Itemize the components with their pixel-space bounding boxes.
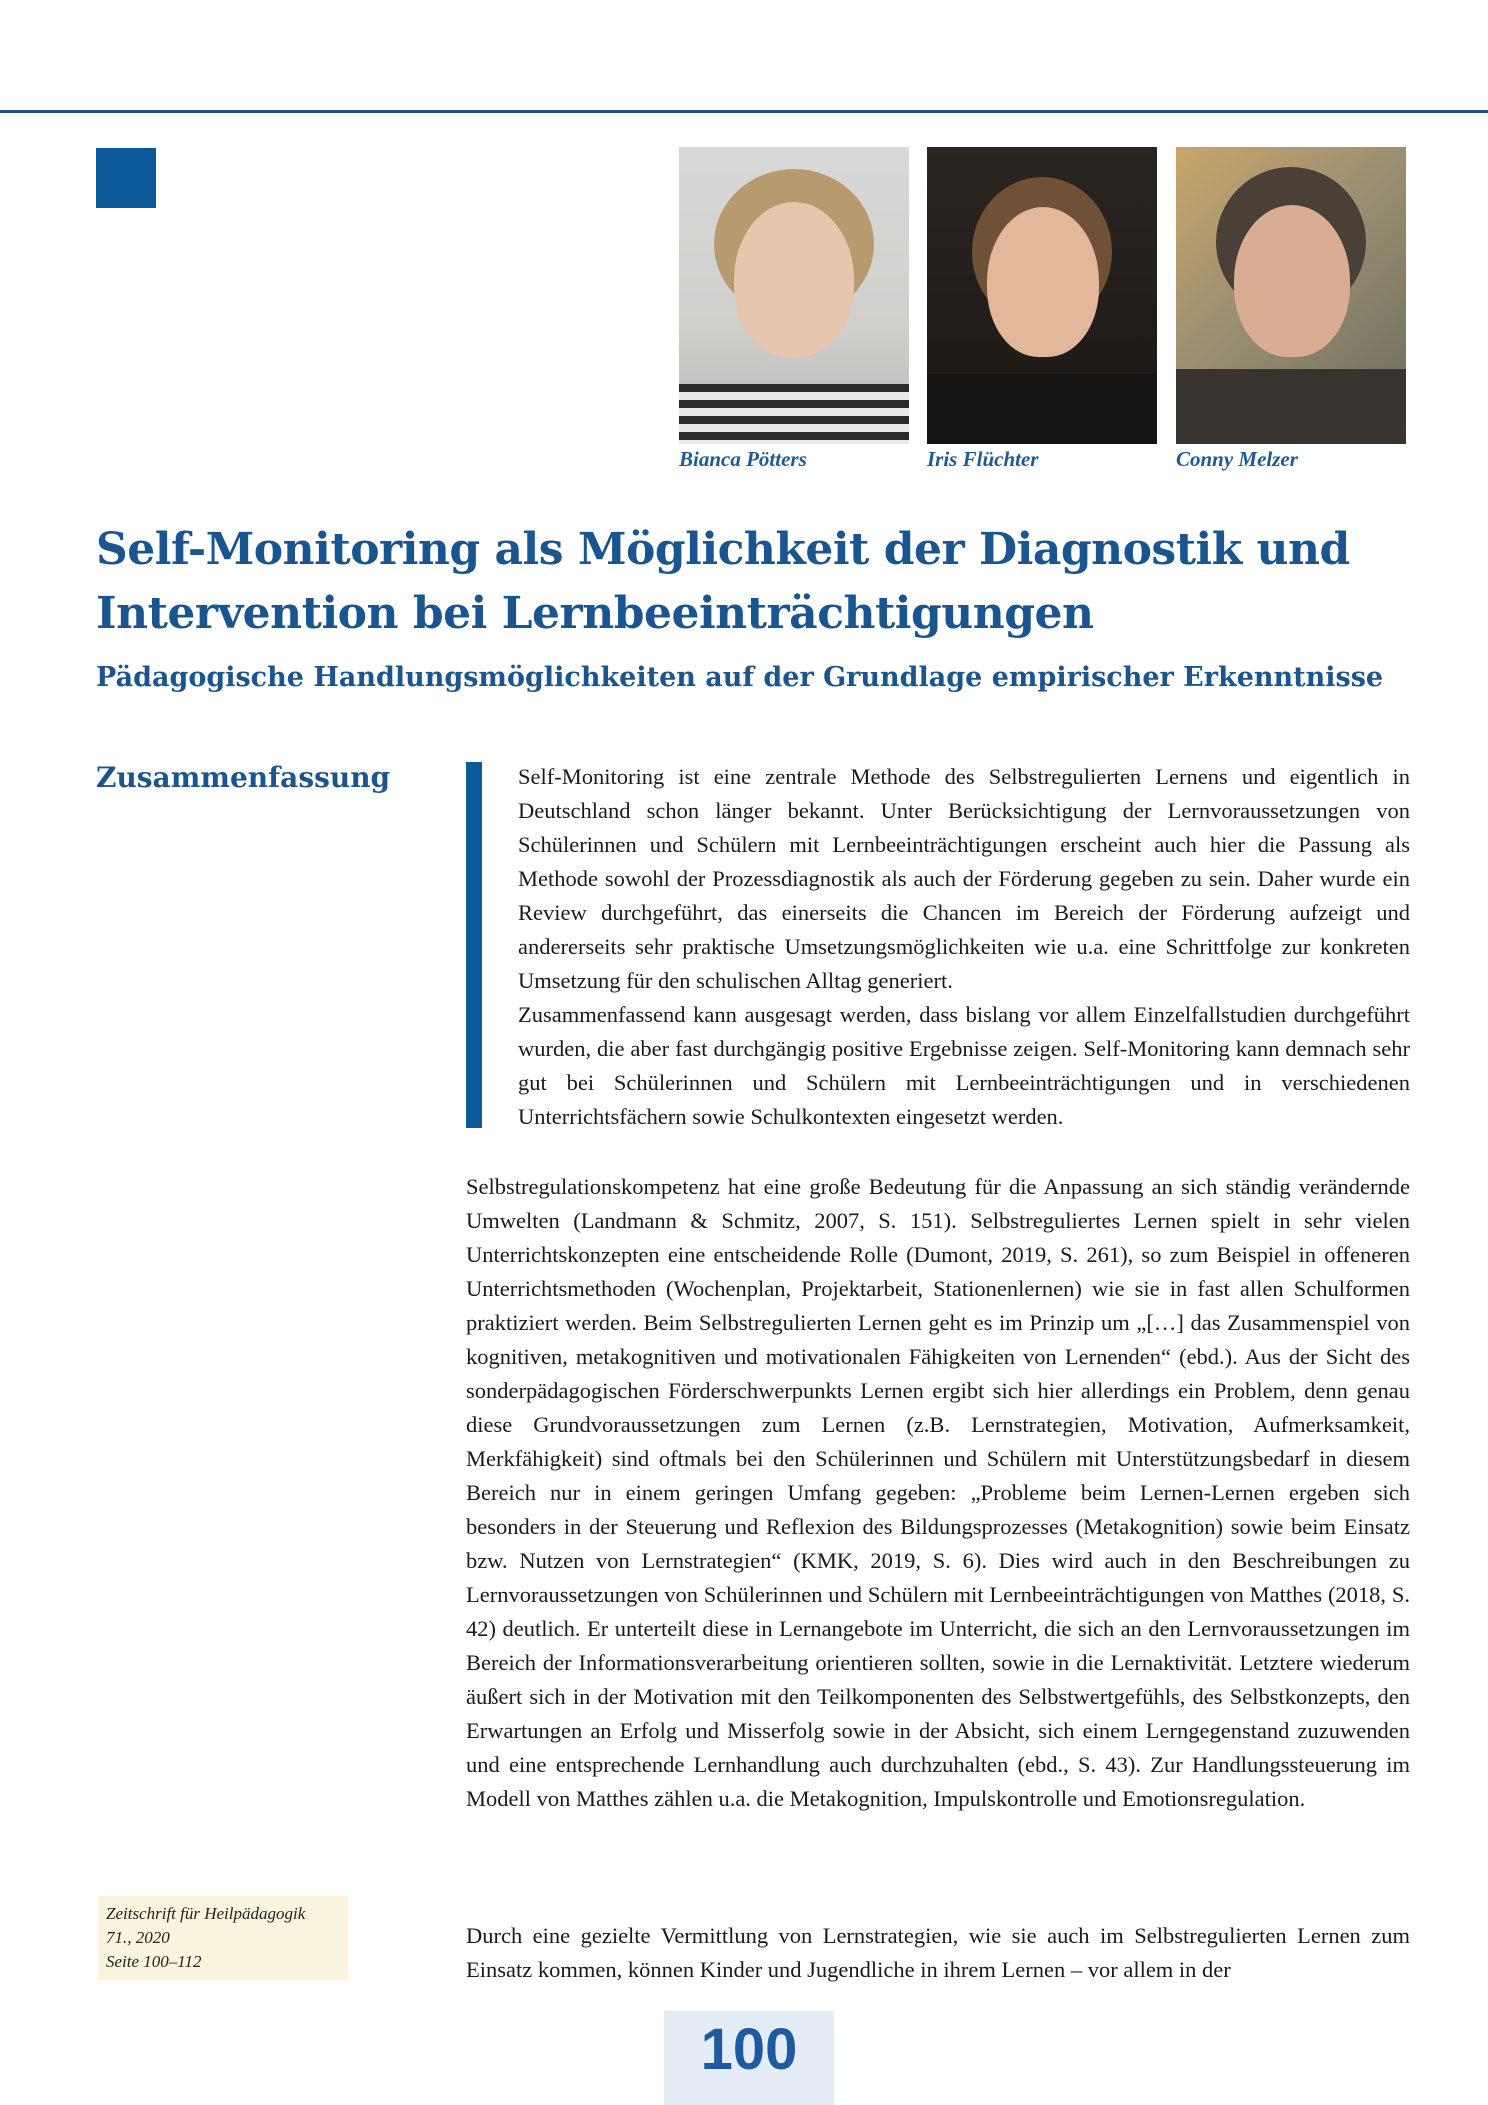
section-marker-square: [96, 148, 156, 208]
abstract-paragraph: Zusammenfassend kann ausgesagt werden, dass bislang vor allem Einzelfallstudien durchgeführt wurden, die aber fast durchgängig positive Ergebnisse zeigen. Self-Monitoring kann demnach sehr gut bei Schülerinnen und Schülern mit Lernbeeinträchtigungen und in verschiedenen Unterrichtsfächern sowie Schulkontexten eingesetzt werden.: [518, 1002, 1410, 1129]
author-name: Bianca Pötters: [679, 447, 807, 471]
header-rule: [0, 110, 1488, 113]
body-paragraph: Selbstregulationskompetenz hat eine große Bedeutung für die Anpassung an sich ständig verändernde Umwelten (Landmann & Schmitz, 2007, S. 151). Selbstreguliertes Lernen spielt in sehr vielen Unterrichtskonzepten eine entscheidende Rolle (Dumont, 2019, S. 261), so zum Beispiel in offeneren Unterrichtsmethoden (Wochenplan, Projektarbeit, Stationenlernen) wie sie in fast allen Schulformen praktiziert werden. Beim Selbstregulierten Lernen geht es im Prinzip um „[…] das Zusammenspiel von kognitiven, metakognitiven und motivationalen Fähigkeiten von Lernenden“ (ebd.). Aus der Sicht des sonderpädagogischen Förderschwerpunkts Lernen ergibt sich hier allerdings ein Problem, denn genau diese Grundvoraussetzungen zum Lernen (z.B. Lernstrategien, Motivation, Aufmerksamkeit, Merkfähigkeit) sind oftmals bei den Schülerinnen und Schülern mit Unterstützungsbedarf in diesem Bereich nur in einem geringen Umfang gegeben: „Probleme beim Lernen-Lernen ergeben sich besonders in der Steuerung und Reflexion des Bildungsprozesses (Metakognition) sowie beim Einsatz bzw. Nutzen von Lernstrategien“ (KMK, 2019, S. 6). Dies wird auch in den Beschreibungen zu Lernvoraussetzungen von Schülerinnen und Schülern mit Lernbeeinträchtigungen von Matthes (2018, S. 42) deutlich. Er unterteilt diese in Lernangebote im Unterricht, die sich an den Lernvoraussetzungen im Bereich der Informationsverarbeitung orientieren sollten, sowie in die Lernaktivität. Letztere wiederum äußert sich in der Motivation mit den Teilkomponenten des Selbstwertgefühls, des Selbstkonzepts, den Erwartungen an Erfolg und Misserfolg sowie in der Absicht, sich einem Lerngegenstand zuzuwenden und eine entsprechende Lernhandlung auch durchzuhalten (ebd., S. 43). Zur Handlungssteuerung im Modell von Matthes zählen u.a. die Metakognition, Impulskontrolle und Emotionsregulation.: [466, 1174, 1410, 1811]
author-name: Iris Flüchter: [927, 447, 1039, 471]
article-subtitle: Pädagogische Handlungsmöglichkeiten auf der Grundlage empirischer Erkenntnisse: [96, 662, 1384, 693]
body-text: [466, 1170, 1410, 1816]
abstract-text: [518, 760, 1410, 1134]
author-name: Conny Melzer: [1176, 447, 1298, 471]
author-card-1: [679, 147, 909, 472]
article-title: Self-Monitoring als Möglichkeit der Diagnostik und Intervention bei Lernbeeinträchtigungen: [96, 524, 1350, 639]
abstract-bar: [466, 762, 482, 1128]
author-photo: [927, 147, 1157, 444]
body-text: [466, 1919, 1410, 1987]
journal-pages: Seite 100–112: [106, 1952, 202, 1971]
abstract-heading: Zusammenfassung: [96, 761, 391, 794]
author-card-3: [1176, 147, 1406, 472]
journal-name: Zeitschrift für Heilpädagogik: [106, 1904, 306, 1923]
author-card-2: [927, 147, 1157, 472]
abstract-paragraph: Self-Monitoring ist eine zentrale Methode des Selbstregulierten Lernens und eigentlich in Deutschland schon länger bekannt. Unter Berücksichtigung der Lernvoraussetzungen von Schülerinnen und Schülern mit Lernbeeinträchtigungen erscheint auch hier die Passung als Methode sowohl der Prozessdiagnostik als auch der Förderung gegeben zu sein. Daher wurde ein Review durchgeführt, das einerseits die Chancen im Bereich der Förderung aufzeigt und andererseits sehr praktische Umsetzungsmöglichkeiten wie u.a. eine Schrittfolge zur konkreten Umsetzung für den schulischen Alltag generiert.: [518, 764, 1410, 993]
author-photo: [679, 147, 909, 444]
author-photo: [1176, 147, 1406, 444]
journal-citation-box: [98, 1896, 348, 1980]
body-paragraph: Durch eine gezielte Vermittlung von Lernstrategien, wie sie auch im Selbstregulierten Lernen zum Einsatz kommen, können Kinder und Jugendliche in ihrem Lernen – vor allem in der: [466, 1923, 1410, 1982]
journal-volume: 71., 2020: [106, 1928, 170, 1947]
page-number-box: [664, 2011, 834, 2105]
page-number: 100: [700, 2017, 798, 2082]
